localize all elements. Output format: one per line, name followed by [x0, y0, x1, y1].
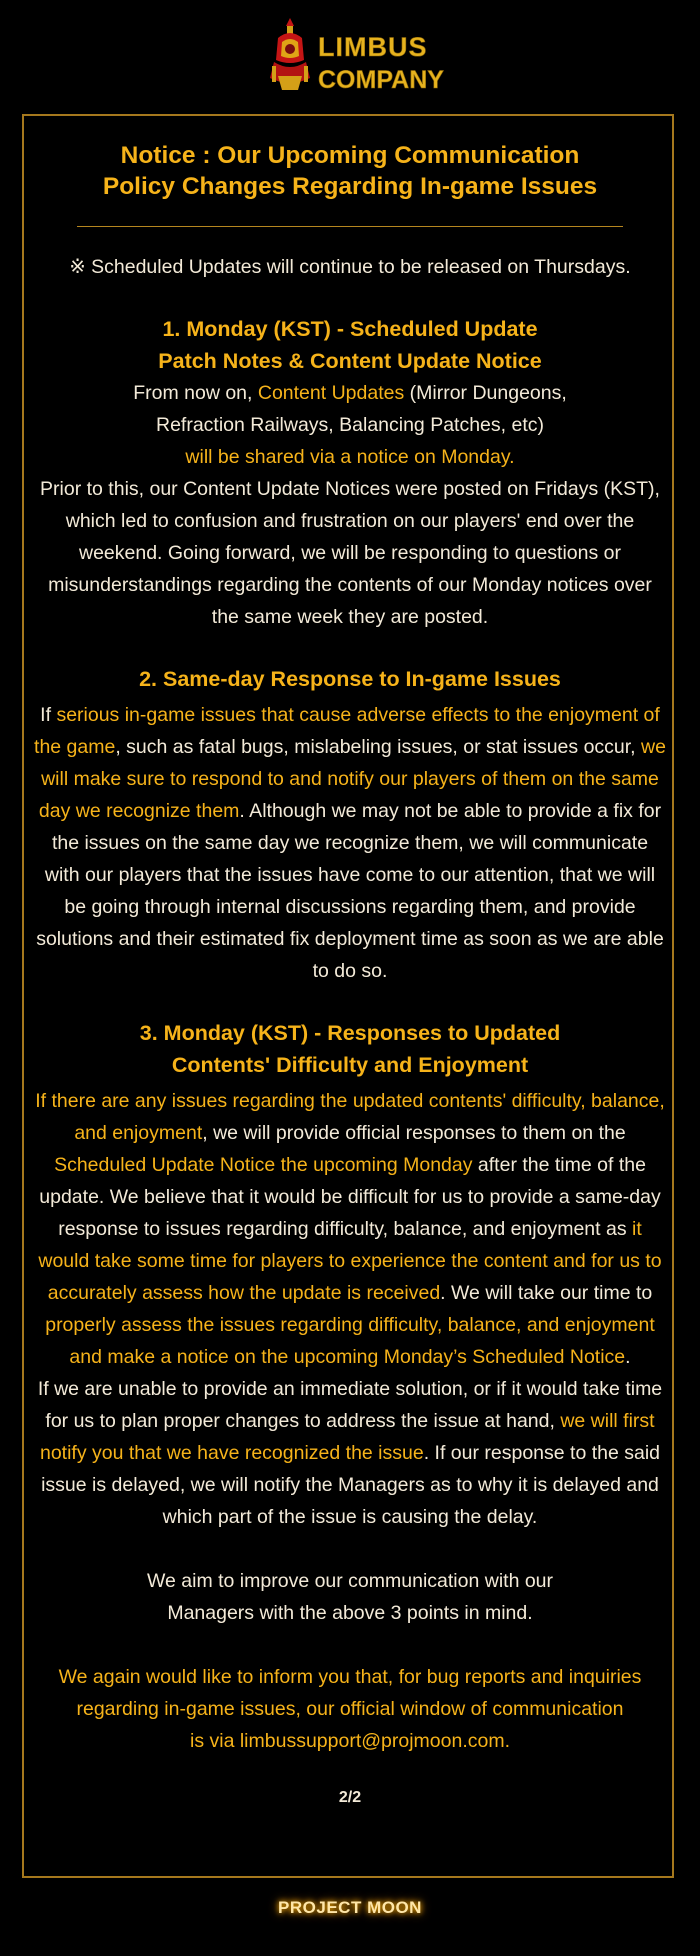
closing-line2: Managers with the above 3 points in mind. [167, 1602, 533, 1624]
section3-highlight-a: If there are any issues regarding the updated contents' difficulty, balance, and enjoyment [35, 1090, 665, 1144]
section2-highlight-b: serious in-game issues that cause adverse effects to the enjoyment of the game [34, 704, 660, 758]
section3-highlight-e: it would take some time for players to experience the content and for us to accurately assess how the update is received [38, 1218, 662, 1304]
section1-p1-highlight: Content Updates [257, 382, 405, 404]
section1-heading-line1: 1. Monday (KST) - Scheduled Update [162, 317, 538, 341]
title-divider [77, 226, 623, 227]
section2-heading: 2. Same-day Response to In-game Issues [139, 667, 561, 691]
section3-highlight-c: Scheduled Update Notice the upcoming Monday [54, 1154, 473, 1176]
section1-p1-text: From now on, [133, 382, 258, 404]
section2-text-c: , such as fatal bugs, mislabeling issues, or stat issues occur, [115, 736, 642, 758]
section3-heading-line2: Contents' Difficulty and Enjoyment [171, 1053, 529, 1077]
section1-heading [34, 313, 666, 377]
thursday-note: ※ Scheduled Updates will continue to be released on Thursdays. [69, 256, 631, 278]
section1-paragraph1 [34, 377, 666, 473]
contact-paragraph [34, 1661, 666, 1757]
spacer [24, 1533, 676, 1565]
section3-p2-text-a: If we are unable to provide an immediate solution, or if it would take time for us to plan proper changes to address the issue at hand, [37, 1378, 663, 1432]
section3-p2-text-c: . If our response to the said issue is delayed, we will notify the Managers as to why it is delayed and which part of the issue is causing the delay. [41, 1442, 661, 1528]
section1-paragraph2: Prior to this, our Content Update Notices were posted on Fridays (KST), which led to confusion and frustration on our players' end over the weekend. Going forward, we will be responding to questions or misunderstandings regarding the contents of our Monday notices over the same week they are posted. [40, 478, 660, 628]
contact-line2: regarding in-game issues, our official window of communication [76, 1698, 624, 1720]
section3-heading-line1: 3. Monday (KST) - Responses to Updated [139, 1021, 561, 1045]
contact-line3: is via limbussupport@projmoon.com. [190, 1730, 510, 1752]
section2-text-e: . Although we may not be able to provide a fix for the issues on the same day we recognize them, we will communicate with our players that the issues have come to our attention, that we will be going through internal discussions regarding them, and provide solutions and their estimated fix deployment time as soon as we are able to do so. [36, 800, 664, 982]
section3-text-d: after the time of the update. We believe that it would be difficult for us to provide a same-day response to issues regarding difficulty, balance, and enjoyment as [39, 1154, 661, 1240]
logo-text-company: COMPANY [318, 66, 444, 94]
section3-heading [34, 1017, 666, 1081]
section2-highlight-d: we will make sure to respond to and notify our players of them on the same day we recognize them [38, 736, 666, 822]
section3-p2-highlight-b: we will first notify you that we have recognized the issue [39, 1410, 655, 1464]
spacer [24, 1629, 676, 1661]
section3-text-h: . [625, 1346, 631, 1368]
notice-content [24, 116, 676, 1807]
logo-text-limbus: LIMBUS [318, 32, 428, 62]
notice-title-line1: Notice : Our Upcoming Communication [120, 142, 580, 169]
section3-text-f: . We will take our time to [440, 1282, 653, 1304]
bell-emblem-icon [270, 18, 310, 90]
contact-line1: We again would like to inform you that, for bug reports and inquiries [58, 1666, 642, 1688]
section2-text-a: If [40, 704, 57, 726]
section3-highlight-g: properly assess the issues regarding difficulty, balance, and enjoyment and make a notice on the upcoming Monday’s Scheduled Notice [45, 1314, 655, 1368]
section3-paragraph2 [34, 1373, 666, 1533]
section1-p1-highlight2: will be shared via a notice on Monday. [185, 446, 515, 468]
limbus-company-logo [0, 16, 700, 96]
section3-text-b: , we will provide official responses to them on the [202, 1122, 626, 1144]
section1-p1-text2: (Mirror Dungeons, [404, 382, 567, 404]
closing-line1: We aim to improve our communication with our [146, 1570, 554, 1592]
section3-paragraph1 [34, 1085, 666, 1373]
notice-title [24, 140, 676, 202]
section1-p1-text3: Refraction Railways, Balancing Patches, etc) [155, 414, 544, 436]
page-number: 2/2 [338, 1789, 362, 1806]
notice-title-line2: Policy Changes Regarding In-game Issues [102, 173, 598, 200]
project-moon-footer: PROJECT MOON [278, 1898, 422, 1917]
section1-heading-line2: Patch Notes & Content Update Notice [158, 349, 542, 373]
section2-paragraph [34, 699, 666, 987]
notice-frame [22, 114, 674, 1878]
closing-paragraph [34, 1565, 666, 1629]
